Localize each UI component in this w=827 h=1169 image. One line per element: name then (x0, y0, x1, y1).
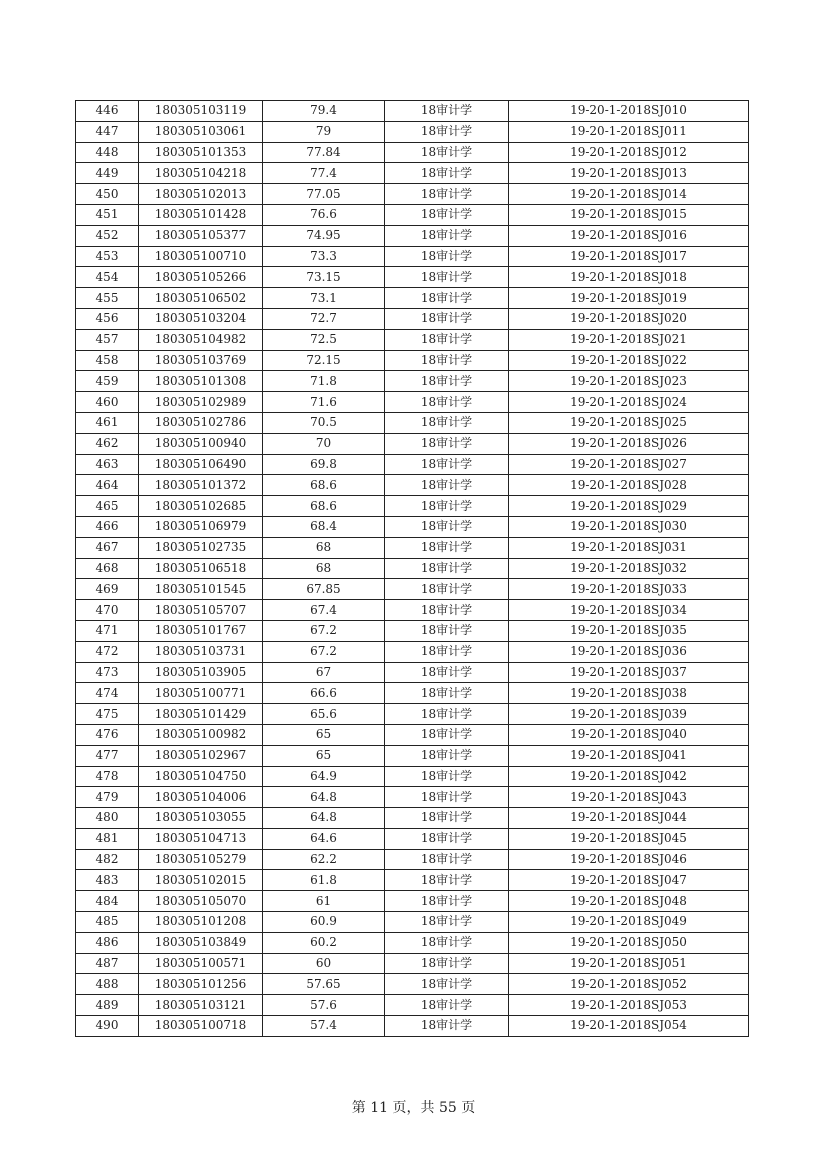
record-code-cell: 19-20-1-2018SJ030 (509, 516, 749, 537)
class-name-cell: 18审计学 (385, 870, 509, 891)
row-index-cell: 462 (76, 433, 139, 454)
score-cell: 68 (263, 537, 385, 558)
score-cell: 60.9 (263, 912, 385, 933)
record-code-cell: 19-20-1-2018SJ010 (509, 101, 749, 122)
student-id-cell: 180305104006 (139, 787, 263, 808)
score-cell: 65 (263, 745, 385, 766)
row-index-cell: 448 (76, 142, 139, 163)
score-cell: 73.15 (263, 267, 385, 288)
record-code-cell: 19-20-1-2018SJ026 (509, 433, 749, 454)
row-index-cell: 461 (76, 412, 139, 433)
record-code-cell: 19-20-1-2018SJ050 (509, 932, 749, 953)
student-id-cell: 180305102015 (139, 870, 263, 891)
student-id-cell: 180305105377 (139, 225, 263, 246)
score-cell: 64.6 (263, 828, 385, 849)
record-code-cell: 19-20-1-2018SJ047 (509, 870, 749, 891)
student-id-cell: 180305103204 (139, 308, 263, 329)
score-cell: 68 (263, 558, 385, 579)
score-cell: 64.8 (263, 808, 385, 829)
student-id-cell: 180305103061 (139, 121, 263, 142)
record-code-cell: 19-20-1-2018SJ039 (509, 704, 749, 725)
student-id-cell: 180305100771 (139, 683, 263, 704)
table-row (76, 350, 749, 371)
score-cell: 62.2 (263, 849, 385, 870)
score-cell: 64.8 (263, 787, 385, 808)
table-row (76, 683, 749, 704)
row-index-cell: 458 (76, 350, 139, 371)
score-cell: 67.2 (263, 641, 385, 662)
student-id-cell: 180305102967 (139, 745, 263, 766)
class-name-cell: 18审计学 (385, 579, 509, 600)
record-code-cell: 19-20-1-2018SJ029 (509, 496, 749, 517)
table-row (76, 329, 749, 350)
student-id-cell: 180305101428 (139, 204, 263, 225)
record-code-cell: 19-20-1-2018SJ054 (509, 1016, 749, 1037)
table-row (76, 288, 749, 309)
row-index-cell: 490 (76, 1016, 139, 1037)
class-name-cell: 18审计学 (385, 392, 509, 413)
row-index-cell: 455 (76, 288, 139, 309)
score-cell: 66.6 (263, 683, 385, 704)
class-name-cell: 18审计学 (385, 142, 509, 163)
student-id-cell: 180305100940 (139, 433, 263, 454)
row-index-cell: 449 (76, 163, 139, 184)
table-row (76, 204, 749, 225)
table-row (76, 246, 749, 267)
score-cell: 67 (263, 662, 385, 683)
row-index-cell: 483 (76, 870, 139, 891)
table-row (76, 433, 749, 454)
class-name-cell: 18审计学 (385, 329, 509, 350)
row-index-cell: 456 (76, 308, 139, 329)
score-cell: 70.5 (263, 412, 385, 433)
table-row (76, 953, 749, 974)
page-number: 第 11 页，共 55 页 (351, 1100, 476, 1116)
class-name-cell: 18审计学 (385, 849, 509, 870)
student-id-cell: 180305106502 (139, 288, 263, 309)
record-code-cell: 19-20-1-2018SJ052 (509, 974, 749, 995)
record-code-cell: 19-20-1-2018SJ021 (509, 329, 749, 350)
record-code-cell: 19-20-1-2018SJ014 (509, 184, 749, 205)
score-cell: 70 (263, 433, 385, 454)
row-index-cell: 489 (76, 995, 139, 1016)
score-cell: 72.15 (263, 350, 385, 371)
row-index-cell: 479 (76, 787, 139, 808)
table-row (76, 787, 749, 808)
table-row (76, 724, 749, 745)
row-index-cell: 447 (76, 121, 139, 142)
row-index-cell: 470 (76, 600, 139, 621)
row-index-cell: 457 (76, 329, 139, 350)
class-name-cell: 18审计学 (385, 662, 509, 683)
record-code-cell: 19-20-1-2018SJ019 (509, 288, 749, 309)
row-index-cell: 472 (76, 641, 139, 662)
record-code-cell: 19-20-1-2018SJ020 (509, 308, 749, 329)
score-cell: 68.4 (263, 516, 385, 537)
score-cell: 57.4 (263, 1016, 385, 1037)
student-id-cell: 180305104750 (139, 766, 263, 787)
student-id-cell: 180305103055 (139, 808, 263, 829)
score-cell: 67.85 (263, 579, 385, 600)
record-code-cell: 19-20-1-2018SJ035 (509, 620, 749, 641)
record-code-cell: 19-20-1-2018SJ024 (509, 392, 749, 413)
class-name-cell: 18审计学 (385, 600, 509, 621)
record-code-cell: 19-20-1-2018SJ053 (509, 995, 749, 1016)
row-index-cell: 469 (76, 579, 139, 600)
student-id-cell: 180305102786 (139, 412, 263, 433)
score-cell: 76.6 (263, 204, 385, 225)
student-id-cell: 180305100710 (139, 246, 263, 267)
record-code-cell: 19-20-1-2018SJ038 (509, 683, 749, 704)
student-id-cell: 180305100571 (139, 953, 263, 974)
student-id-cell: 180305100982 (139, 724, 263, 745)
row-index-cell: 488 (76, 974, 139, 995)
table-row (76, 558, 749, 579)
class-name-cell: 18审计学 (385, 558, 509, 579)
row-index-cell: 452 (76, 225, 139, 246)
score-cell: 72.7 (263, 308, 385, 329)
row-index-cell: 471 (76, 620, 139, 641)
table-row (76, 745, 749, 766)
score-cell: 79.4 (263, 101, 385, 122)
class-name-cell: 18审计学 (385, 454, 509, 475)
record-code-cell: 19-20-1-2018SJ033 (509, 579, 749, 600)
table-row (76, 516, 749, 537)
row-index-cell: 480 (76, 808, 139, 829)
class-name-cell: 18审计学 (385, 433, 509, 454)
class-name-cell: 18审计学 (385, 683, 509, 704)
student-id-cell: 180305102013 (139, 184, 263, 205)
class-name-cell: 18审计学 (385, 828, 509, 849)
record-code-cell: 19-20-1-2018SJ028 (509, 475, 749, 496)
class-name-cell: 18审计学 (385, 101, 509, 122)
class-name-cell: 18审计学 (385, 496, 509, 517)
record-code-cell: 19-20-1-2018SJ018 (509, 267, 749, 288)
class-name-cell: 18审计学 (385, 537, 509, 558)
table-row (76, 163, 749, 184)
class-name-cell: 18审计学 (385, 745, 509, 766)
record-code-cell: 19-20-1-2018SJ037 (509, 662, 749, 683)
score-cell: 77.84 (263, 142, 385, 163)
row-index-cell: 484 (76, 891, 139, 912)
student-id-cell: 180305104982 (139, 329, 263, 350)
table-row (76, 101, 749, 122)
score-cell: 68.6 (263, 475, 385, 496)
row-index-cell: 486 (76, 932, 139, 953)
record-code-cell: 19-20-1-2018SJ043 (509, 787, 749, 808)
record-code-cell: 19-20-1-2018SJ034 (509, 600, 749, 621)
class-name-cell: 18审计学 (385, 516, 509, 537)
score-cell: 67.2 (263, 620, 385, 641)
student-id-cell: 180305102989 (139, 392, 263, 413)
class-name-cell: 18审计学 (385, 246, 509, 267)
score-cell: 69.8 (263, 454, 385, 475)
table-row (76, 808, 749, 829)
record-code-cell: 19-20-1-2018SJ032 (509, 558, 749, 579)
class-name-cell: 18审计学 (385, 704, 509, 725)
student-id-cell: 180305101308 (139, 371, 263, 392)
score-cell: 73.3 (263, 246, 385, 267)
class-name-cell: 18审计学 (385, 225, 509, 246)
row-index-cell: 468 (76, 558, 139, 579)
table-row (76, 121, 749, 142)
table-row (76, 454, 749, 475)
student-id-cell: 180305101429 (139, 704, 263, 725)
score-cell: 60.2 (263, 932, 385, 953)
row-index-cell: 485 (76, 912, 139, 933)
student-id-cell: 180305103121 (139, 995, 263, 1016)
table-row (76, 704, 749, 725)
row-index-cell: 460 (76, 392, 139, 413)
student-id-cell: 180305101545 (139, 579, 263, 600)
row-index-cell: 463 (76, 454, 139, 475)
record-code-cell: 19-20-1-2018SJ044 (509, 808, 749, 829)
student-id-cell: 180305106979 (139, 516, 263, 537)
record-code-cell: 19-20-1-2018SJ049 (509, 912, 749, 933)
score-cell: 71.6 (263, 392, 385, 413)
table-row (76, 537, 749, 558)
class-name-cell: 18审计学 (385, 204, 509, 225)
class-name-cell: 18审计学 (385, 412, 509, 433)
record-code-cell: 19-20-1-2018SJ042 (509, 766, 749, 787)
record-code-cell: 19-20-1-2018SJ022 (509, 350, 749, 371)
table-row (76, 371, 749, 392)
class-name-cell: 18审计学 (385, 953, 509, 974)
score-table-body (76, 101, 749, 1037)
score-cell: 77.05 (263, 184, 385, 205)
row-index-cell: 478 (76, 766, 139, 787)
table-row (76, 932, 749, 953)
table-row (76, 1016, 749, 1037)
row-index-cell: 459 (76, 371, 139, 392)
score-cell: 74.95 (263, 225, 385, 246)
row-index-cell: 473 (76, 662, 139, 683)
student-id-cell: 180305103769 (139, 350, 263, 371)
class-name-cell: 18审计学 (385, 787, 509, 808)
class-name-cell: 18审计学 (385, 641, 509, 662)
record-code-cell: 19-20-1-2018SJ015 (509, 204, 749, 225)
student-id-cell: 180305102685 (139, 496, 263, 517)
row-index-cell: 464 (76, 475, 139, 496)
score-cell: 72.5 (263, 329, 385, 350)
score-cell: 57.65 (263, 974, 385, 995)
record-code-cell: 19-20-1-2018SJ041 (509, 745, 749, 766)
class-name-cell: 18审计学 (385, 288, 509, 309)
row-index-cell: 451 (76, 204, 139, 225)
student-id-cell: 180305101256 (139, 974, 263, 995)
row-index-cell: 476 (76, 724, 139, 745)
student-id-cell: 180305106490 (139, 454, 263, 475)
row-index-cell: 454 (76, 267, 139, 288)
class-name-cell: 18审计学 (385, 891, 509, 912)
table-row (76, 308, 749, 329)
student-id-cell: 180305104218 (139, 163, 263, 184)
table-row (76, 475, 749, 496)
record-code-cell: 19-20-1-2018SJ051 (509, 953, 749, 974)
class-name-cell: 18审计学 (385, 267, 509, 288)
score-cell: 64.9 (263, 766, 385, 787)
class-name-cell: 18审计学 (385, 121, 509, 142)
table-row (76, 974, 749, 995)
student-id-cell: 180305105070 (139, 891, 263, 912)
class-name-cell: 18审计学 (385, 724, 509, 745)
student-id-cell: 180305105266 (139, 267, 263, 288)
row-index-cell: 453 (76, 246, 139, 267)
score-cell: 65 (263, 724, 385, 745)
student-id-cell: 180305101372 (139, 475, 263, 496)
row-index-cell: 482 (76, 849, 139, 870)
student-id-cell: 180305103849 (139, 932, 263, 953)
table-row (76, 828, 749, 849)
score-table (75, 100, 749, 1037)
score-cell: 57.6 (263, 995, 385, 1016)
table-row (76, 142, 749, 163)
record-code-cell: 19-20-1-2018SJ025 (509, 412, 749, 433)
record-code-cell: 19-20-1-2018SJ023 (509, 371, 749, 392)
student-id-cell: 180305103119 (139, 101, 263, 122)
record-code-cell: 19-20-1-2018SJ048 (509, 891, 749, 912)
table-row (76, 600, 749, 621)
table-row (76, 225, 749, 246)
row-index-cell: 450 (76, 184, 139, 205)
class-name-cell: 18审计学 (385, 308, 509, 329)
class-name-cell: 18审计学 (385, 620, 509, 641)
student-id-cell: 180305103905 (139, 662, 263, 683)
student-id-cell: 180305103731 (139, 641, 263, 662)
row-index-cell: 466 (76, 516, 139, 537)
class-name-cell: 18审计学 (385, 995, 509, 1016)
table-row (76, 912, 749, 933)
score-cell: 79 (263, 121, 385, 142)
class-name-cell: 18审计学 (385, 974, 509, 995)
score-cell: 71.8 (263, 371, 385, 392)
record-code-cell: 19-20-1-2018SJ036 (509, 641, 749, 662)
table-row (76, 392, 749, 413)
class-name-cell: 18审计学 (385, 371, 509, 392)
student-id-cell: 180305106518 (139, 558, 263, 579)
record-code-cell: 19-20-1-2018SJ040 (509, 724, 749, 745)
score-cell: 65.6 (263, 704, 385, 725)
table-row (76, 620, 749, 641)
score-cell: 73.1 (263, 288, 385, 309)
student-id-cell: 180305101767 (139, 620, 263, 641)
record-code-cell: 19-20-1-2018SJ013 (509, 163, 749, 184)
score-cell: 77.4 (263, 163, 385, 184)
record-code-cell: 19-20-1-2018SJ045 (509, 828, 749, 849)
student-id-cell: 180305104713 (139, 828, 263, 849)
class-name-cell: 18审计学 (385, 184, 509, 205)
table-row (76, 412, 749, 433)
class-name-cell: 18审计学 (385, 766, 509, 787)
score-cell: 67.4 (263, 600, 385, 621)
score-cell: 61.8 (263, 870, 385, 891)
record-code-cell: 19-20-1-2018SJ017 (509, 246, 749, 267)
record-code-cell: 19-20-1-2018SJ012 (509, 142, 749, 163)
record-code-cell: 19-20-1-2018SJ031 (509, 537, 749, 558)
class-name-cell: 18审计学 (385, 350, 509, 371)
student-id-cell: 180305105707 (139, 600, 263, 621)
class-name-cell: 18审计学 (385, 1016, 509, 1037)
table-row (76, 995, 749, 1016)
row-index-cell: 446 (76, 101, 139, 122)
score-cell: 60 (263, 953, 385, 974)
student-id-cell: 180305101208 (139, 912, 263, 933)
table-row (76, 641, 749, 662)
table-row (76, 267, 749, 288)
student-id-cell: 180305105279 (139, 849, 263, 870)
class-name-cell: 18审计学 (385, 808, 509, 829)
table-row (76, 579, 749, 600)
record-code-cell: 19-20-1-2018SJ016 (509, 225, 749, 246)
row-index-cell: 487 (76, 953, 139, 974)
class-name-cell: 18审计学 (385, 475, 509, 496)
table-row (76, 870, 749, 891)
table-row (76, 849, 749, 870)
row-index-cell: 475 (76, 704, 139, 725)
record-code-cell: 19-20-1-2018SJ027 (509, 454, 749, 475)
table-row (76, 891, 749, 912)
table-row (76, 662, 749, 683)
row-index-cell: 474 (76, 683, 139, 704)
class-name-cell: 18审计学 (385, 163, 509, 184)
table-row (76, 496, 749, 517)
student-id-cell: 180305102735 (139, 537, 263, 558)
class-name-cell: 18审计学 (385, 932, 509, 953)
student-id-cell: 180305100718 (139, 1016, 263, 1037)
row-index-cell: 477 (76, 745, 139, 766)
table-row (76, 766, 749, 787)
record-code-cell: 19-20-1-2018SJ011 (509, 121, 749, 142)
class-name-cell: 18审计学 (385, 912, 509, 933)
record-code-cell: 19-20-1-2018SJ046 (509, 849, 749, 870)
row-index-cell: 481 (76, 828, 139, 849)
score-cell: 68.6 (263, 496, 385, 517)
student-id-cell: 180305101353 (139, 142, 263, 163)
row-index-cell: 465 (76, 496, 139, 517)
row-index-cell: 467 (76, 537, 139, 558)
score-cell: 61 (263, 891, 385, 912)
table-row (76, 184, 749, 205)
